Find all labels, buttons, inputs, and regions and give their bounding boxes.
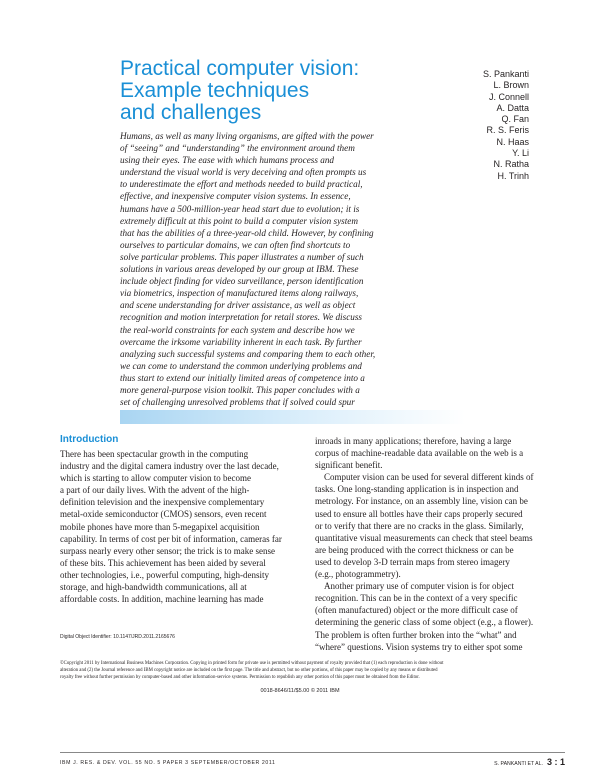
body-column-left [60, 448, 310, 605]
body-line: (often manufactured) object or the more difficult case of [315, 605, 518, 616]
abstract-line: using their eyes. The ease with which humans process and [120, 155, 335, 166]
body-line: of these bits. This achievement has been aided by several [60, 557, 266, 568]
abstract-line: ourselves to particular domains, we can often find shortcuts to [120, 239, 351, 250]
author-name: A. Datta [496, 102, 529, 113]
page-number: 3 : 1 [546, 757, 565, 767]
body-line: are being produced with the correct thickness or can be [315, 544, 514, 555]
abstract-line: overcame the irksome variability inherent in each task. By further [120, 336, 362, 347]
abstract-line: thus start to extend our initially limited areas of competence into a [120, 372, 365, 383]
abstract-line: we can come to understand the common underlying problems and [120, 360, 362, 371]
author-name: H. Trinh [497, 170, 529, 181]
body-line: metal-oxide semiconductor (CMOS) sensors, even recent [60, 509, 267, 520]
body-line: “where” questions. Vision systems try to either spot some [315, 641, 523, 652]
running-author: S. PANKANTI ET AL. [494, 761, 543, 767]
abstract-line: analyzing such successful systems and comparing them to each other, [120, 348, 376, 359]
abstract-line: via biometrics, inspection of manufactured items along railways, [120, 288, 359, 299]
abstract-line: solutions in various areas developed by our group at IBM. These [120, 264, 359, 275]
title-line: and challenges [120, 101, 262, 124]
abstract-line: more general-purpose vision toolkit. This paper concludes with a [120, 384, 360, 395]
copyright-notice [60, 660, 565, 681]
body-line: used to develop 3-D terrain maps from stereo imagery [315, 556, 510, 567]
author-name: Y. Li [512, 148, 529, 159]
abstract-divider-bar [120, 410, 465, 424]
author-name: J. Connell [488, 91, 529, 102]
paper-title [120, 58, 420, 124]
body-line: mobile phones have more than 5-megapixel acquisition [60, 521, 260, 532]
body-line: significant benefit. [315, 460, 383, 471]
body-line: used to ensure all bottles have their caps properly secured [315, 508, 523, 519]
body-line: inroads in many applications; therefore, having a large [315, 436, 512, 446]
abstract-line: and scene understanding for driver assistance, as well as object [120, 300, 356, 311]
abstract-line: Humans, as well as many living organisms, are gifted with the power [120, 131, 374, 141]
body-line: quantitative visual measurements can check that steel beams [315, 532, 533, 543]
copyright-line: royalty free without further permission by computer-based and other information-service systems. Permission to republish any other portion of this paper must be obtained from the Editor. [60, 675, 420, 680]
author-name: Q. Fan [501, 114, 529, 125]
abstract-line: set of challenging unresolved problems that if solved could spur [120, 397, 355, 408]
title-line: Example techniques [120, 79, 310, 102]
author-name: R. S. Feris [486, 125, 529, 136]
abstract-line: the real-world constraints for each system and describe how we [120, 324, 355, 335]
body-line: The problem is often further broken into the “what” and [315, 629, 517, 640]
author-name: N. Haas [496, 136, 529, 147]
body-line: tasks. One long-standing application is in inspection and [315, 484, 519, 495]
abstract-line: to underestimate the effort and methods needed to build practical, [120, 179, 363, 190]
body-column-right [315, 435, 565, 653]
body-line: which is starting to allow computer vision to become [60, 473, 251, 484]
abstract [120, 130, 465, 420]
body-line: Computer vision can be used for several different kinds of [315, 472, 534, 483]
body-line: (e.g., photogrammetry). [315, 569, 401, 580]
body-line: corpus of machine-readable data available on the web is a [315, 448, 524, 459]
abstract-line: include object finding for video surveillance, person identification [120, 276, 364, 287]
section-heading: Introduction [60, 434, 119, 445]
page-footer-right [494, 757, 565, 767]
author-list [483, 69, 529, 182]
issn-line: 0018-8646/11/$5.00 © 2011 IBM [260, 688, 340, 694]
body-line: or to verify that there are no cracks in the glass. Similarly, [315, 520, 524, 531]
abstract-line: humans have a 500-million-year head start due to evolution; it is [120, 203, 360, 214]
body-line: There has been spectacular growth in the computing [60, 449, 249, 459]
abstract-line: extremely difficult at this point to build a computer vision system [120, 215, 358, 226]
abstract-line: of “seeing” and “understanding” the environment around them [120, 143, 355, 154]
author-name: N. Ratha [493, 159, 529, 170]
title-line: Practical computer vision: [120, 57, 360, 80]
body-line: surpass nearly every other sensor; the trick is to make sense [60, 545, 275, 556]
body-line: a part of our daily lives. With the advent of the high- [60, 485, 250, 496]
copyright-line: alteration and (2) the Journal reference and IBM copyright notice are included on the first page. The title and abstract, but no other portions, of this paper may be copied by any means or distributed [60, 668, 438, 673]
body-line: storage, and high-bandwidth communications, all at [60, 582, 247, 593]
footer-divider [60, 752, 565, 753]
body-line: industry and the digital camera industry over the last decade, [60, 461, 279, 472]
body-line: other technologies, i.e., powerful computing, high-density [60, 569, 269, 580]
body-line: definition television and the inexpensive complementary [60, 497, 265, 508]
body-line: metrology. For instance, on an assembly line, vision can be [315, 496, 528, 507]
author-name: S. Pankanti [482, 69, 529, 79]
abstract-line: recognition and motion interpretation for retail stores. We discuss [120, 312, 363, 323]
abstract-line: solve particular problems. This paper illustrates a number of such [120, 251, 364, 262]
body-line: capability. In terms of cost per bit of information, cameras far [60, 533, 282, 544]
body-line: determining the generic class of some object (e.g., a flower). [315, 617, 534, 628]
body-line: Another primary use of computer vision is for object [315, 581, 514, 592]
copyright-line: ©Copyright 2011 by International Business Machines Corporation. Copying in printed form for private use is permitted without payment of royalty provided that (1) each reproduction is done without [60, 661, 444, 666]
body-line: recognition. This can be in the context of a very specific [315, 593, 518, 604]
author-name: L. Brown [493, 80, 529, 91]
doi-identifier: Digital Object Identifier: 10.1147/JRD.2011.2165676 [60, 634, 175, 640]
abstract-line: effective, and inexpensive computer vision systems. In essence, [120, 191, 351, 202]
body-line: affordable costs. In addition, machine learning has made [60, 594, 264, 605]
abstract-line: understand the visual world is very deceiving and often prompts us [120, 167, 367, 178]
abstract-line: that has the abilities of a three-year-old child. However, by confining [120, 227, 374, 238]
journal-citation: IBM J. RES. & DEV. VOL. 55 NO. 5 PAPER 3 SEPTEMBER/OCTOBER 2011 [60, 760, 276, 766]
